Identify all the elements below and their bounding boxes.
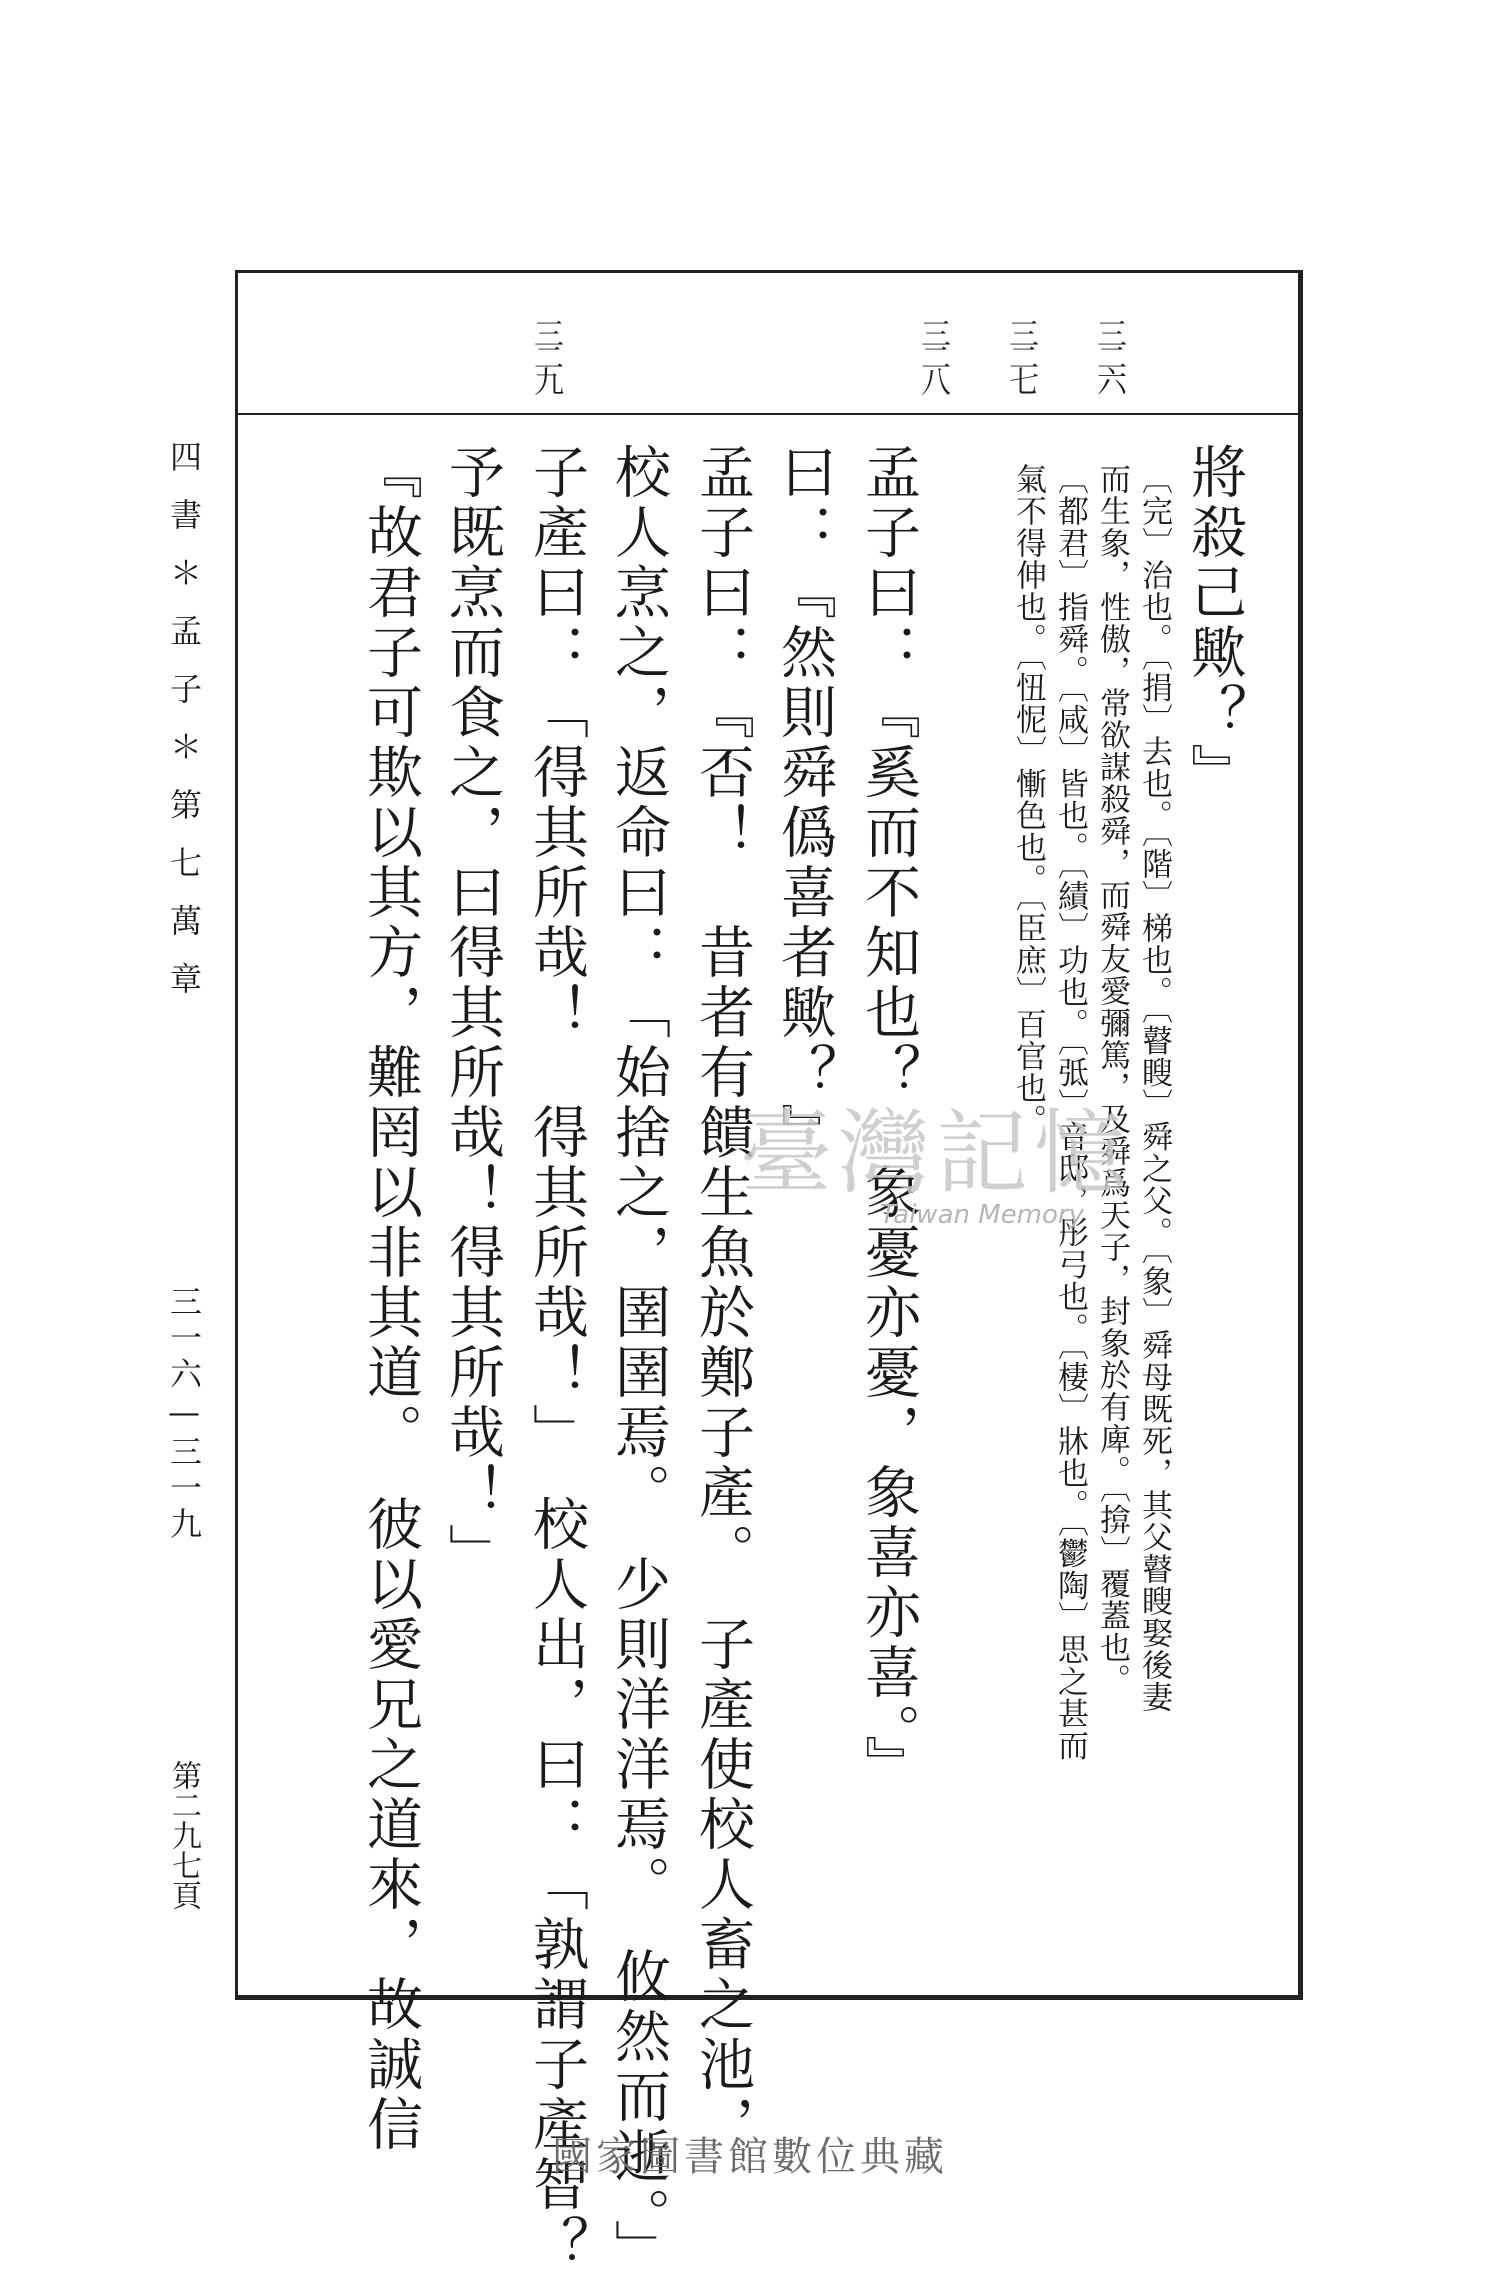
watermark-subtitle: Taiwan Memory: [880, 1200, 1084, 1230]
page-number: 第二九七頁: [166, 1760, 201, 1910]
text-line-1: 將殺己歟？』: [1182, 443, 1247, 803]
annotation-line-2: 而生象，性傲，常欲謀殺舜，而舜友愛彌篤，及舜爲天子，封象於有庳。〔揜〕覆蓋也。: [1094, 463, 1130, 1696]
text-line-8: 『故君子可欺以其方，難罔以非其道。 彼以愛兄之道來，故誠信: [358, 443, 423, 2155]
running-title: 四書＊孟子＊第七萬章: [165, 440, 203, 1020]
note-number-326: 三二六: [1091, 318, 1126, 390]
text-line-7: 予既烹而食之，曰得其所哉！得其所哉！」: [440, 443, 505, 1583]
note-number-328: 三二八: [915, 318, 950, 390]
annotation-line-3: 〔都君〕指舜。〔咸〕皆也。〔績〕功也。〔弤〕音邸，彤弓也。〔棲〕牀也。〔鬱陶〕思之甚而: [1052, 463, 1088, 1762]
annotation-line-1: 〔完〕治也。〔捐〕去也。〔階〕梯也。〔瞽瞍〕舜之父。〔象〕舜母既死，其父瞽瞍娶後妻: [1136, 463, 1172, 1713]
text-line-4: 孟子曰：『否！ 昔者有饋生魚於鄭子產。 子產使校人畜之池，: [690, 443, 755, 2155]
text-line-2: 孟子曰：『奚而不知也？ 象憂亦憂，象喜亦喜。』: [856, 443, 921, 1795]
annotation-line-4: 氣不得伸也。〔忸怩〕慚色也。〔臣庶〕百官也。: [1010, 463, 1046, 1136]
note-number-327: 三二七: [1003, 318, 1038, 390]
text-line-3: 曰：『然則舜僞喜者歟？』: [772, 443, 837, 1163]
chapter-range: 三一六—三一九: [165, 1285, 203, 1543]
note-number-329: 三二九: [528, 318, 563, 390]
text-line-5: 校人烹之，返命曰：「始捨之，圉圉焉。 少則洋洋焉。 攸然而逝。」: [606, 443, 671, 2279]
footer-credit: 國家圖書館數位典藏: [552, 2134, 948, 2180]
header-divider: [238, 413, 1298, 415]
text-line-6: 子產曰：「得其所哉！ 得其所哉！」 校人出，曰：「孰謂子產智？: [524, 443, 589, 2275]
watermark-logo: 臺灣記憶: [740, 1100, 1133, 1207]
